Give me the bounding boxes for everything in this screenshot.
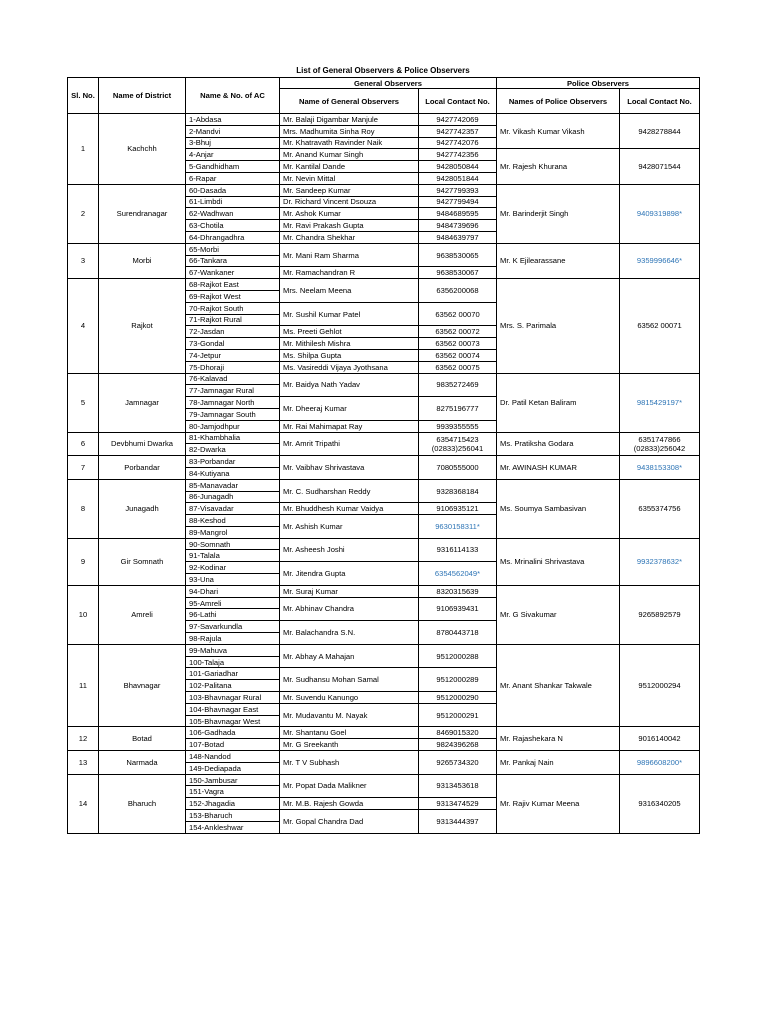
general-observer-contact [419, 432, 497, 456]
contact-number: 6355374756 [638, 504, 681, 514]
general-observer-contact [419, 692, 497, 704]
contact-number: 63562 00072 [435, 327, 480, 337]
general-observer-name: Mr. Suraj Kumar [280, 585, 419, 597]
table-row [68, 114, 700, 126]
general-observer-contact [419, 644, 497, 668]
general-observer-contact [419, 456, 497, 480]
general-observer-contact [419, 184, 497, 196]
district-cell: Amreli [99, 585, 186, 644]
general-observer-contact [419, 196, 497, 208]
general-observer-name: Mr. Shantanu Goel [280, 727, 419, 739]
general-observer-contact [419, 302, 497, 326]
district-cell: Kachchh [99, 114, 186, 185]
contact-number: 9815429197* [636, 398, 683, 408]
ac-cell: 69-Rajkot West [186, 290, 280, 302]
ac-cell: 82-Dwarka [186, 444, 280, 456]
district-cell: Narmada [99, 751, 186, 775]
general-observer-name: Mr. Suvendu Kanungo [280, 692, 419, 704]
ac-cell: 152-Jhagadia [186, 798, 280, 810]
table-row [68, 774, 700, 786]
ac-cell: 1-Abdasa [186, 114, 280, 126]
sl-no-cell: 5 [68, 373, 99, 432]
general-observer-contact [419, 503, 497, 515]
district-cell: Morbi [99, 243, 186, 278]
table-row [68, 184, 700, 196]
general-observer-name: Ms. Shilpa Gupta [280, 349, 419, 361]
police-observer-contact [620, 774, 700, 833]
district-cell: Porbandar [99, 456, 186, 480]
district-cell: Bhavnagar [99, 644, 186, 727]
general-observer-name: Mr. Sushil Kumar Patel [280, 302, 419, 326]
contact-number: 63562 00074 [435, 350, 480, 360]
general-observer-contact [419, 515, 497, 539]
general-observer-contact [419, 621, 497, 645]
general-observer-contact [419, 479, 497, 503]
ac-cell: 153-Bharuch [186, 810, 280, 822]
ac-cell: 71-Rajkot Rural [186, 314, 280, 326]
general-observer-contact [419, 739, 497, 751]
contact-number: 9316114133 [436, 545, 479, 555]
table-row [68, 751, 700, 763]
header-general-observers: General Observers [280, 78, 497, 89]
ac-cell: 100-Talaja [186, 656, 280, 668]
contact-number: 63562 00075 [435, 362, 480, 372]
police-observer-name: Mr. K Ejilearassane [497, 243, 620, 278]
contact-number: 9512000289 [436, 675, 479, 685]
contact-number: 9428050844 [436, 162, 479, 172]
header-go-contact: Local Contact No. [419, 89, 497, 114]
general-observer-contact [419, 137, 497, 149]
contact-number: 9359996646* [636, 256, 683, 266]
district-cell: Jamnagar [99, 373, 186, 432]
general-observer-name: Mr. G Sreekanth [280, 739, 419, 751]
ac-cell: 63-Chotila [186, 220, 280, 232]
contact-number: 8320315639 [436, 586, 479, 596]
ac-cell: 68-Rajkot East [186, 279, 280, 291]
contact-number: 9484689595 [436, 209, 479, 219]
contact-number-landline: (02833)256041 [431, 443, 484, 453]
contact-number: 9835272469 [436, 380, 479, 390]
police-observer-name: Ms. Pratiksha Godara [497, 432, 620, 456]
ac-cell: 103-Bhavnagar Rural [186, 692, 280, 704]
police-observer-contact [620, 727, 700, 751]
general-observer-name: Mr. Baidya Nath Yadav [280, 373, 419, 397]
header-go-name: Name of General Observers [280, 89, 419, 114]
ac-cell: 85-Manavadar [186, 479, 280, 491]
sl-no-cell: 6 [68, 432, 99, 456]
contact-number: 7080555000 [436, 462, 479, 472]
police-observer-name: Mr. Anant Shankar Takwale [497, 644, 620, 727]
general-observer-contact [419, 562, 497, 586]
header-district: Name of District [99, 78, 186, 114]
general-observer-name: Mrs. Madhumita Sinha Roy [280, 125, 419, 137]
contact-number: 9313453618 [436, 781, 479, 791]
general-observer-name: Mr. Rai Mahimapat Ray [280, 420, 419, 432]
district-cell: Surendranagar [99, 184, 186, 243]
general-observer-contact [419, 538, 497, 562]
ac-cell: 107-Botad [186, 739, 280, 751]
general-observer-name: Ms. Preeti Gehlot [280, 326, 419, 338]
table-row [68, 644, 700, 656]
general-observer-contact [419, 597, 497, 621]
general-observer-name: Mr. Jitendra Gupta [280, 562, 419, 586]
police-observer-contact [620, 149, 700, 184]
general-observer-contact [419, 114, 497, 126]
police-observer-contact [620, 456, 700, 480]
contact-number: 9484639797 [436, 232, 479, 242]
general-observer-contact [419, 420, 497, 432]
ac-cell: 4-Anjar [186, 149, 280, 161]
general-observer-contact [419, 338, 497, 350]
police-observer-name: Mr. Rajiv Kumar Meena [497, 774, 620, 833]
district-cell: Botad [99, 727, 186, 751]
general-observer-contact [419, 149, 497, 161]
general-observer-contact [419, 810, 497, 834]
general-observer-contact [419, 727, 497, 739]
police-observer-contact [620, 243, 700, 278]
contact-number: 9638530067 [436, 268, 479, 278]
contact-number: 9316340205 [638, 799, 681, 809]
general-observer-name: Mrs. Neelam Meena [280, 279, 419, 303]
ac-cell: 70-Rajkot South [186, 302, 280, 314]
table-row [68, 432, 700, 444]
contact-number: 9313474529 [436, 799, 479, 809]
contact-number: 9638530065 [436, 250, 479, 260]
general-observer-name: Mr. C. Sudharshan Reddy [280, 479, 419, 503]
ac-cell: 66-Tankara [186, 255, 280, 267]
general-observer-contact [419, 172, 497, 184]
general-observer-contact [419, 231, 497, 243]
district-cell: Junagadh [99, 479, 186, 538]
ac-cell: 149-Dediapada [186, 762, 280, 774]
general-observer-name: Mr. Ashok Kumar [280, 208, 419, 220]
contact-number: 9409319898* [636, 209, 683, 219]
general-observer-contact [419, 798, 497, 810]
general-observer-name: Mr. T V Subhash [280, 751, 419, 775]
district-cell: Rajkot [99, 279, 186, 373]
general-observer-name: Mr. Anand Kumar Singh [280, 149, 419, 161]
contact-number: 9328368184 [436, 486, 479, 496]
contact-number: 9428278844 [638, 126, 681, 136]
general-observer-name: Mr. Balaji Digambar Manjule [280, 114, 419, 126]
contact-number: 9427799494 [436, 197, 479, 207]
ac-cell: 76-Kalavad [186, 373, 280, 385]
general-observer-name: Mr. Mani Ram Sharma [280, 243, 419, 267]
ac-cell: 104-Bhavnagar East [186, 703, 280, 715]
header-ac: Name & No. of AC [186, 78, 280, 114]
police-observer-name: Mrs. S. Parimala [497, 279, 620, 373]
document-title: List of General Observers & Police Observers [296, 66, 470, 75]
contact-number: 9427742076 [436, 138, 479, 148]
ac-cell: 101-Gariadhar [186, 668, 280, 680]
sl-no-cell: 3 [68, 243, 99, 278]
ac-cell: 105-Bhavnagar West [186, 715, 280, 727]
sl-no-cell: 2 [68, 184, 99, 243]
contact-number: 9824396268 [436, 740, 479, 750]
contact-number: 9896608200* [636, 757, 683, 767]
sl-no-cell: 13 [68, 751, 99, 775]
contact-number: 63562 00073 [435, 339, 480, 349]
ac-cell: 3-Bhuj [186, 137, 280, 149]
general-observer-contact [419, 774, 497, 798]
general-observer-name: Mr. Kantilal Dande [280, 161, 419, 173]
ac-cell: 64-Dhrangadhra [186, 231, 280, 243]
header-po-name: Names of Police Observers [497, 89, 620, 114]
ac-cell: 86-Junagadh [186, 491, 280, 503]
general-observer-contact [419, 668, 497, 692]
table-row [68, 243, 700, 255]
ac-cell: 2-Mandvi [186, 125, 280, 137]
ac-cell: 92-Kodinar [186, 562, 280, 574]
ac-cell: 5-Gandhidham [186, 161, 280, 173]
police-observer-name: Mr. Barinderjit Singh [497, 184, 620, 243]
police-observer-contact [620, 479, 700, 538]
sl-no-cell: 12 [68, 727, 99, 751]
general-observer-name: Mr. Ramachandran R [280, 267, 419, 279]
sl-no-cell: 7 [68, 456, 99, 480]
ac-cell: 75-Dhoraji [186, 361, 280, 373]
table-row [68, 456, 700, 468]
police-observer-contact [620, 184, 700, 243]
table-header [68, 78, 700, 114]
ac-cell: 73-Gondal [186, 338, 280, 350]
general-observer-name: Mr. Abhay A Mahajan [280, 644, 419, 668]
ac-cell: 94-Dhari [186, 585, 280, 597]
general-observer-contact [419, 220, 497, 232]
police-observer-contact [620, 644, 700, 727]
sl-no-cell: 9 [68, 538, 99, 585]
contact-number: 9438153308* [636, 462, 683, 472]
ac-cell: 74-Jetpur [186, 349, 280, 361]
general-observer-name: Mr. Chandra Shekhar [280, 231, 419, 243]
contact-number: 9512000291 [436, 710, 479, 720]
general-observer-contact [419, 373, 497, 397]
ac-cell: 106-Gadhada [186, 727, 280, 739]
table-row [68, 538, 700, 550]
header-po-contact: Local Contact No. [620, 89, 700, 114]
general-observer-contact [419, 703, 497, 727]
ac-cell: 96-Lathi [186, 609, 280, 621]
contact-number: 9016140042 [638, 734, 681, 744]
contact-number: 8780443718 [436, 628, 479, 638]
contact-number: 9939355555 [436, 421, 479, 431]
ac-cell: 83-Porbandar [186, 456, 280, 468]
table-row [68, 585, 700, 597]
sl-no-cell: 14 [68, 774, 99, 833]
police-observer-contact [620, 432, 700, 456]
ac-cell: 67-Wankaner [186, 267, 280, 279]
contact-number: 6351747866 [638, 434, 681, 444]
contact-number: 6354715423 [436, 434, 479, 444]
contact-number: 9512000294 [638, 681, 681, 691]
contact-number: 9932378632* [636, 557, 683, 567]
general-observer-name: Mr. Sudhansu Mohan Samal [280, 668, 419, 692]
table-row [68, 479, 700, 491]
ac-cell: 99-Mahuva [186, 644, 280, 656]
contact-number: 9512000290 [436, 692, 479, 702]
police-observer-contact [620, 585, 700, 644]
ac-cell: 148-Nandod [186, 751, 280, 763]
general-observer-name: Mr. Dheeraj Kumar [280, 397, 419, 421]
ac-cell: 88-Keshod [186, 515, 280, 527]
ac-cell: 62-Wadhwan [186, 208, 280, 220]
general-observer-name: Mr. Mudavantu M. Nayak [280, 703, 419, 727]
ac-cell: 81-Khambhalia [186, 432, 280, 444]
contact-number: 63562 00070 [435, 309, 480, 319]
general-observer-name: Mr. Nevin Mittal [280, 172, 419, 184]
ac-cell: 78-Jamnagar North [186, 397, 280, 409]
contact-number: 6356200068 [436, 285, 479, 295]
sl-no-cell: 11 [68, 644, 99, 727]
contact-number: 6354562049* [434, 569, 481, 579]
general-observer-name: Mr. Ashish Kumar [280, 515, 419, 539]
table-row [68, 373, 700, 385]
ac-cell: 72-Jasdan [186, 326, 280, 338]
sl-no-cell: 8 [68, 479, 99, 538]
general-observer-contact [419, 125, 497, 137]
general-observer-name: Mr. Gopal Chandra Dad [280, 810, 419, 834]
contact-number: 9428071544 [638, 162, 681, 172]
police-observer-name: Ms. Mrinalini Shrivastava [497, 538, 620, 585]
contact-number: 8469015320 [436, 728, 479, 738]
contact-number: 9106939431 [436, 604, 479, 614]
ac-cell: 90-Somnath [186, 538, 280, 550]
district-cell: Gir Somnath [99, 538, 186, 585]
general-observer-name: Mr. Popat Dada Malikner [280, 774, 419, 798]
contact-number: 9265734320 [436, 757, 479, 767]
ac-cell: 93-Una [186, 574, 280, 586]
police-observer-contact [620, 373, 700, 432]
contact-number: 9427742069 [436, 114, 479, 124]
contact-number: 9265892579 [638, 610, 681, 620]
general-observer-contact [419, 751, 497, 775]
police-observer-name: Dr. Patil Ketan Baliram [497, 373, 620, 432]
contact-number: 9512000288 [436, 651, 479, 661]
general-observer-contact [419, 279, 497, 303]
police-observer-name: Mr. Pankaj Nain [497, 751, 620, 775]
observers-table [67, 77, 700, 834]
police-observer-contact [620, 538, 700, 585]
general-observer-contact [419, 267, 497, 279]
police-observer-name: Mr. Vikash Kumar Vikash [497, 114, 620, 149]
ac-cell: 65-Morbi [186, 243, 280, 255]
ac-cell: 97-Savarkundla [186, 621, 280, 633]
general-observer-name: Mr. Balachandra S.N. [280, 621, 419, 645]
contact-number: 8275196777 [436, 403, 479, 413]
general-observer-name: Mr. M.B. Rajesh Gowda [280, 798, 419, 810]
police-observer-contact [620, 751, 700, 775]
police-observer-name: Mr. G Sivakumar [497, 585, 620, 644]
police-observer-name: Mr. Rajesh Khurana [497, 149, 620, 184]
district-cell: Devbhumi Dwarka [99, 432, 186, 456]
district-cell: Bharuch [99, 774, 186, 833]
ac-cell: 154-Ankleshwar [186, 821, 280, 833]
general-observer-contact [419, 397, 497, 421]
general-observer-contact [419, 161, 497, 173]
ac-cell: 89-Mangrol [186, 526, 280, 538]
police-observer-name: Mr. AWINASH KUMAR [497, 456, 620, 480]
general-observer-name: Mr. Khatravath Ravinder Naik [280, 137, 419, 149]
ac-cell: 95-Amreli [186, 597, 280, 609]
ac-cell: 84-Kutiyana [186, 467, 280, 479]
ac-cell: 77-Jamnagar Rural [186, 385, 280, 397]
general-observer-name: Mr. Asheesh Joshi [280, 538, 419, 562]
contact-number: 9630158311* [435, 521, 480, 531]
table-row [68, 727, 700, 739]
general-observer-name: Mr. Vaibhav Shrivastava [280, 456, 419, 480]
general-observer-name: Mr. Amrit Tripathi [280, 432, 419, 456]
contact-number: 9428051844 [436, 173, 479, 183]
police-observer-name: Ms. Soumya Sambasivan [497, 479, 620, 538]
sl-no-cell: 10 [68, 585, 99, 644]
table-row [68, 279, 700, 291]
general-observer-name: Mr. Abhinav Chandra [280, 597, 419, 621]
police-observer-contact [620, 114, 700, 149]
contact-number: 63562 00071 [637, 321, 682, 331]
general-observer-contact [419, 361, 497, 373]
table-body [68, 114, 700, 834]
contact-number: 9106935121 [436, 504, 479, 514]
header-police-observers: Police Observers [497, 78, 700, 89]
general-observer-name: Dr. Richard Vincent Dsouza [280, 196, 419, 208]
contact-number: 9484739696 [436, 221, 479, 231]
ac-cell: 102-Palitana [186, 680, 280, 692]
sl-no-cell: 1 [68, 114, 99, 185]
ac-cell: 80-Jamjodhpur [186, 420, 280, 432]
ac-cell: 91-Talala [186, 550, 280, 562]
ac-cell: 150-Jambusar [186, 774, 280, 786]
general-observer-contact [419, 243, 497, 267]
general-observer-contact [419, 208, 497, 220]
ac-cell: 6-Rapar [186, 172, 280, 184]
contact-number: 9427742357 [436, 126, 479, 136]
general-observer-contact [419, 326, 497, 338]
general-observer-name: Mr. Sandeep Kumar [280, 184, 419, 196]
police-observer-name: Mr. Rajashekara N [497, 727, 620, 751]
contact-number: 9313444397 [436, 816, 479, 826]
general-observer-contact [419, 349, 497, 361]
general-observer-name: Mr. Ravi Prakash Gupta [280, 220, 419, 232]
ac-cell: 98-Rajula [186, 633, 280, 645]
police-observer-contact [620, 279, 700, 373]
ac-cell: 61-Limbdi [186, 196, 280, 208]
ac-cell: 60-Dasada [186, 184, 280, 196]
ac-cell: 151-Vagra [186, 786, 280, 798]
general-observer-name: Mr. Bhuddhesh Kumar Vaidya [280, 503, 419, 515]
contact-number: 9427799393 [436, 185, 479, 195]
sl-no-cell: 4 [68, 279, 99, 373]
general-observer-name: Ms. Vasireddi Vijaya Jyothsana [280, 361, 419, 373]
contact-number: 9427742356 [436, 150, 479, 160]
header-sl-no: Sl. No. [68, 78, 99, 114]
general-observer-name: Mr. Mithilesh Mishra [280, 338, 419, 350]
ac-cell: 87-Visavadar [186, 503, 280, 515]
ac-cell: 79-Jamnagar South [186, 408, 280, 420]
general-observer-contact [419, 585, 497, 597]
contact-number-landline: (02833)256042 [633, 443, 686, 453]
